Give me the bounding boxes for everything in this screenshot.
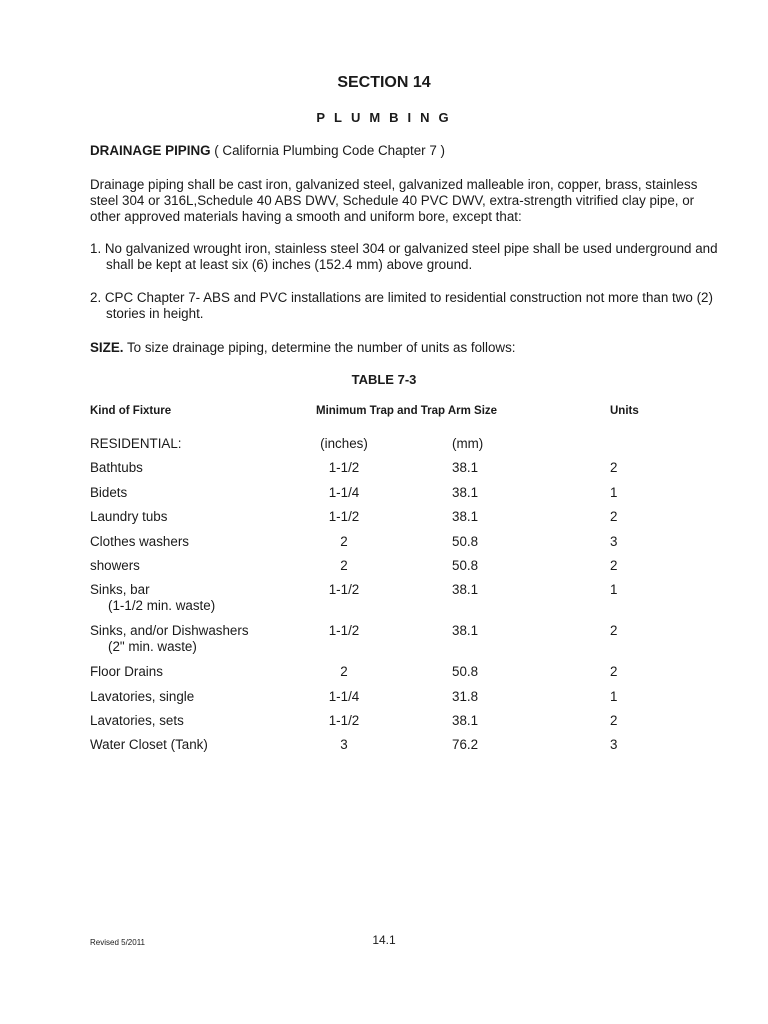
drainage-heading: DRAINAGE PIPING (90, 143, 211, 158)
fixture-name: Sinks, bar (90, 582, 150, 597)
fixture-units: 2 (610, 623, 618, 638)
trap-size-inches: 2 (340, 664, 348, 679)
fixture-units: 3 (610, 737, 618, 752)
table-row (0, 737, 768, 757)
table-row (0, 485, 768, 505)
fixture-name: Clothes washers (90, 534, 189, 549)
trap-size-inches: (inches) (320, 436, 368, 451)
trap-size-mm: 50.8 (452, 534, 479, 549)
exception-1: 1. No galvanized wrought iron, stainless steel 304 or galvanized steel pipe shall be used underground and shall be kept at least six (6) inches (152.4 mm) above ground. (90, 241, 718, 272)
fixture-units: 2 (610, 460, 618, 475)
drainage-body: Drainage piping shall be cast iron, galvanized steel, galvanized malleable iron, copper, brass, stainless steel 304 or 316L,Schedule 40 ABS DWV, Schedule 40 PVC DWV, extra-strength vitrified clay pipe, or other approved materials having a smooth and uniform bore, except that: (90, 177, 698, 224)
fixture-name: Lavatories, sets (90, 713, 184, 728)
table-row (0, 509, 768, 529)
table-row (0, 436, 768, 456)
fixture-units: 1 (610, 689, 618, 704)
fixture-name: Bidets (90, 485, 128, 500)
trap-size-mm: 38.1 (452, 485, 479, 500)
fixture-name: Laundry tubs (90, 509, 168, 524)
table-row (0, 582, 768, 613)
drainage-heading-line (90, 143, 710, 159)
table-row (0, 460, 768, 480)
trap-size-inches: 2 (340, 558, 348, 573)
trap-size-mm: 50.8 (452, 558, 479, 573)
fixture-name: RESIDENTIAL: (90, 436, 182, 451)
trap-size-mm: 31.8 (452, 689, 479, 704)
size-label: SIZE. (90, 340, 124, 355)
fixture-units: 1 (610, 485, 618, 500)
trap-size-inches: 1-1/2 (328, 509, 360, 524)
trap-size-inches: 3 (340, 737, 348, 752)
fixture-units: 2 (610, 558, 618, 573)
revision-note: Revised 5/2011 (90, 938, 145, 947)
trap-size-mm: 38.1 (452, 582, 479, 597)
table-row (0, 664, 768, 684)
fixture-name: Lavatories, single (90, 689, 195, 704)
trap-size-mm: 38.1 (452, 509, 479, 524)
page-number: 14.1 (372, 933, 396, 947)
column-header-units: Units (610, 405, 639, 417)
trap-size-mm: 38.1 (452, 623, 479, 638)
trap-size-mm: 38.1 (452, 713, 479, 728)
fixture-units: 2 (610, 509, 618, 524)
trap-size-inches: 1-1/4 (328, 689, 360, 704)
table-row (0, 713, 768, 733)
trap-size-inches: 1-1/2 (328, 460, 360, 475)
exception-2: 2. CPC Chapter 7- ABS and PVC installations are limited to residential construction not more than two (2) stories in height. (90, 290, 713, 321)
fixture-name: Water Closet (Tank) (90, 737, 208, 752)
fixture-name: Bathtubs (90, 460, 143, 475)
column-header-trap-size: Minimum Trap and Trap Arm Size (316, 405, 498, 417)
section-title: SECTION 14 (337, 74, 431, 91)
code-reference: ( California Plumbing Code Chapter 7 ) (210, 143, 445, 158)
trap-size-inches: 1-1/2 (328, 582, 360, 597)
fixture-units: 2 (610, 713, 618, 728)
fixture-name: Sinks, and/or Dishwashers (90, 623, 249, 638)
table-title: TABLE 7-3 (351, 372, 417, 387)
column-header-fixture: Kind of Fixture (90, 405, 172, 417)
trap-size-mm: 76.2 (452, 737, 479, 752)
trap-size-inches: 2 (340, 534, 348, 549)
trap-size-inches: 1-1/2 (328, 623, 360, 638)
fixture-units: 3 (610, 534, 618, 549)
trap-size-inches: 1-1/4 (328, 485, 360, 500)
size-text: To size drainage piping, determine the number of units as follows: (123, 340, 516, 355)
table-row (0, 558, 768, 578)
trap-size-mm: 50.8 (452, 664, 479, 679)
size-line (90, 340, 710, 356)
table-row (0, 534, 768, 554)
fixture-note: (2" min. waste) (108, 639, 197, 654)
fixture-units: 1 (610, 582, 618, 597)
trap-size-mm: (mm) (452, 436, 484, 451)
table-row (0, 689, 768, 709)
fixture-note: (1-1/2 min. waste) (108, 598, 216, 613)
section-subtitle: PLUMBING (316, 110, 458, 125)
table-row (0, 623, 768, 654)
fixture-name: showers (90, 558, 140, 573)
fixture-units: 2 (610, 664, 618, 679)
trap-size-inches: 1-1/2 (328, 713, 360, 728)
fixture-name: Floor Drains (90, 664, 163, 679)
trap-size-mm: 38.1 (452, 460, 479, 475)
